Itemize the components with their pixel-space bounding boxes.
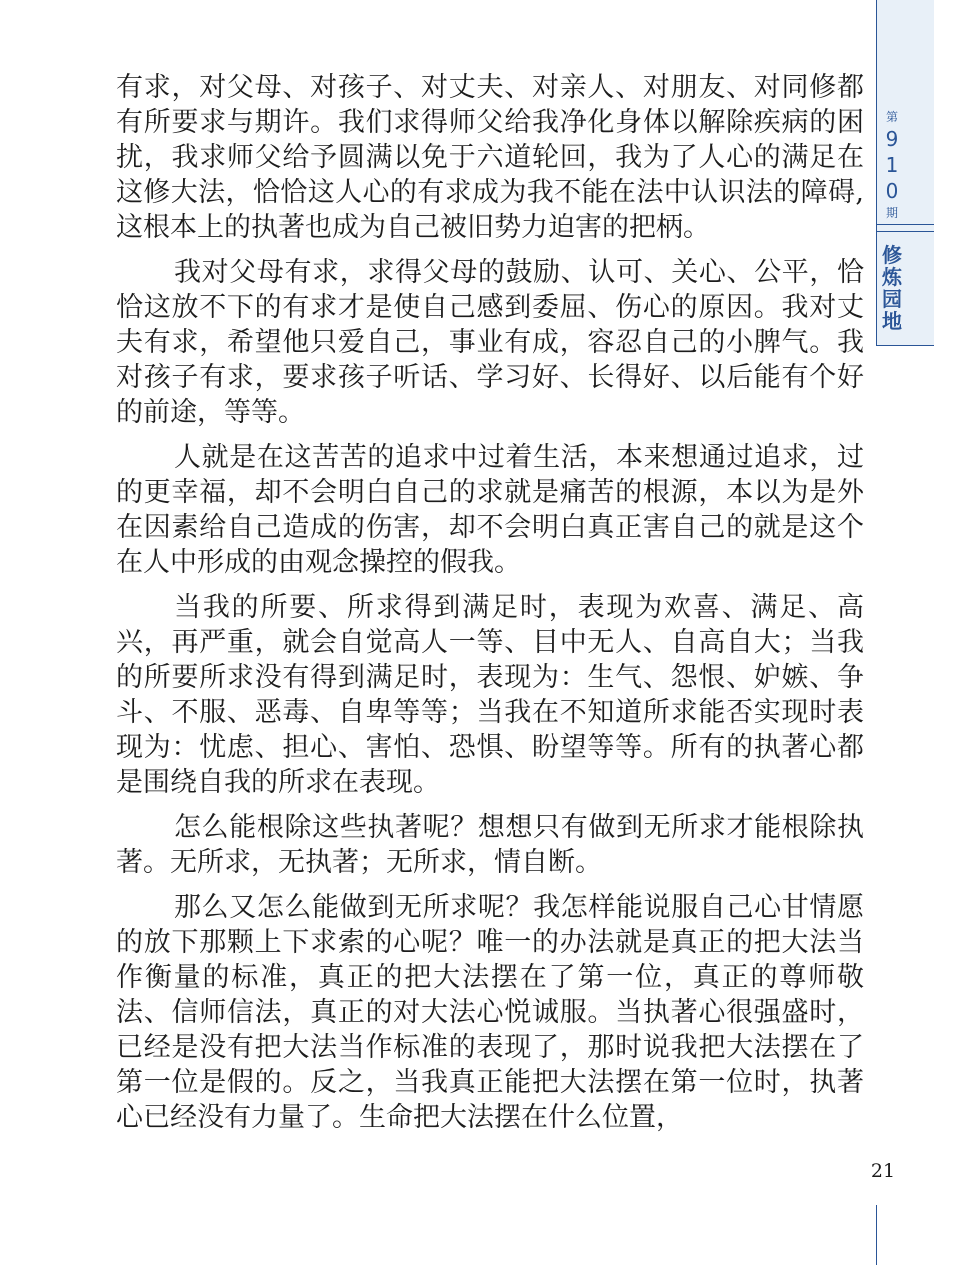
- issue-suffix: 期: [885, 206, 898, 220]
- article-body: [116, 70, 864, 1145]
- paragraph: 人就是在这苦苦的追求中过着生活，本来想通过追求，过的更幸福，却不会明白自己的求就是痛苦的根源，本以为是外在因素给自己造成的伤害，却不会明白真正害自己的就是这个在人中形成的由观念操控的假我。: [116, 442, 864, 578]
- sidebar-rule-bottom: [876, 1205, 877, 1265]
- page-number: 21: [870, 1160, 896, 1182]
- paragraph: 怎么能根除这些执著呢？想想只有做到无所求才能根除执著。无所求，无执著；无所求，情自断。: [116, 812, 864, 878]
- paragraph: 当我的所要、所求得到满足时，表现为欢喜、满足、高兴，再严重，就会自觉高人一等、目中无人、自高自大；当我的所要所求没有得到满足时，表现为：生气、怨恨、妒嫉、争斗、不服、恶毒、自卑等等；当我在不知道所求能否实现时表现为：忧虑、担心、害怕、恐惧、盼望等等。所有的执著心都是围绕自我的所求在表现。: [116, 592, 864, 798]
- issue-digit: 0: [885, 179, 899, 203]
- section-title-char: 园: [882, 287, 902, 311]
- paragraph: 有求，对父母、对孩子、对丈夫、对亲人、对朋友、对同修都有所要求与期许。我们求得师父给我净化身体以解除疾病的困扰，我求师父给予圆满以免于六道轮回，我为了人心的满足在这修大法，恰恰这人心的有求成为我不能在法中认识法的障碍,这根本上的执著也成为自己被旧势力迫害的把柄。: [116, 72, 864, 243]
- issue-prefix: 第: [885, 110, 898, 124]
- section-title-char: 炼: [882, 265, 902, 289]
- sidebar-divider: [876, 224, 934, 225]
- section-title-char: 修: [882, 243, 902, 267]
- section-title: [877, 244, 907, 332]
- sidebar-divider-2: [876, 231, 934, 232]
- section-title-char: 地: [882, 309, 902, 333]
- issue-digit: 9: [885, 127, 899, 151]
- paragraph: 我对父母有求，求得父母的鼓励、认可、关心、公平，恰恰这放不下的有求才是使自己感到委屈、伤心的原因。我对丈夫有求，希望他只爱自己，事业有成，容忍自己的小脾气。我对孩子有求，要求孩子听话、学习好、长得好、以后能有个好的前途，等等。: [116, 257, 864, 428]
- issue-label: [877, 108, 907, 222]
- issue-digit: 1: [885, 153, 899, 177]
- paragraph: 那么又怎么能做到无所求呢？我怎样能说服自己心甘情愿的放下那颗上下求索的心呢？唯一的办法就是真正的把大法当作衡量的标准，真正的把大法摆在了第一位，真正的尊师敬法、信师信法，真正的对大法心悦诚服。当执著心很强盛时，已经是没有把大法当作标准的表现了，那时说我把大法摆在了第一位是假的。反之，当我真正能把大法摆在第一位时，执著心已经没有力量了。生命把大法摆在什么位置，: [116, 892, 864, 1133]
- sidebar-divider-bottom: [876, 345, 934, 346]
